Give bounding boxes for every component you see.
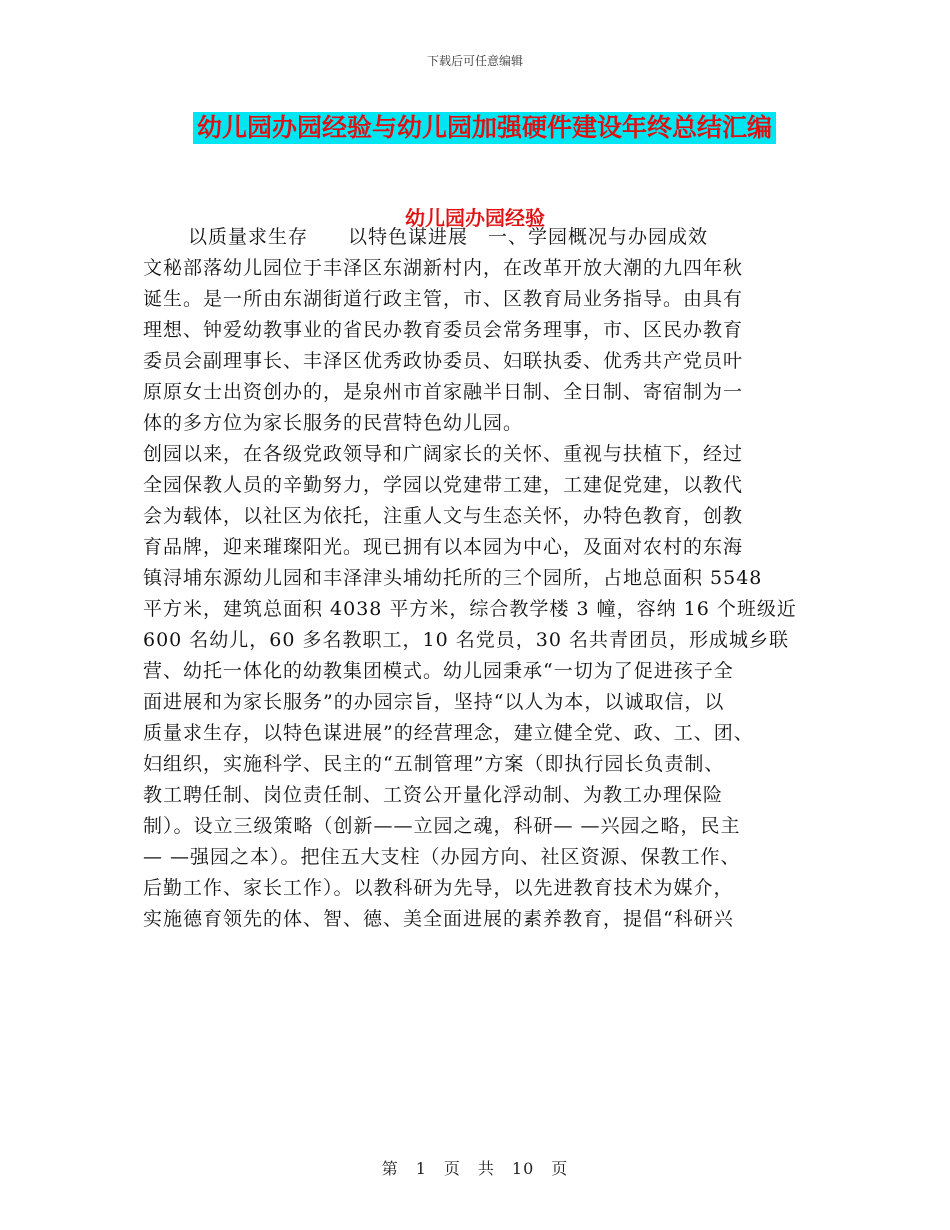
paragraph-line: 以质量求生存 以特色谋进展 一、学园概况与办园成效 [188, 226, 709, 248]
paragraph-line: 育品牌，迎来璀璨阳光。现已拥有以本园为中心，及面对农村的东海 [143, 536, 744, 558]
body-text [143, 222, 808, 935]
paragraph-line: 实施德育领先的体、智、德、美全面进展的素养教育，提倡“科研兴 [143, 908, 734, 930]
paragraph-line: 会为载体，以社区为依托，注重人文与生态关怀，办特色教育，创教 [143, 505, 744, 527]
paragraph-line: 制）。设立三级策略（创新——立园之魂，科研— —兴园之略，民主 [143, 815, 741, 837]
paragraph-line: 委员会副理事长、丰泽区优秀政协委员、妇联执委、优秀共产党员叶 [143, 350, 744, 372]
paragraph-line: 质量求生存，以特色谋进展”的经营理念，建立健全党、政、工、团、 [143, 722, 754, 744]
paragraph-line: 原原女士出资创办的，是泉州市首家融半日制、全日制、寄宿制为一 [143, 381, 744, 403]
paragraph-line: 后勤工作、家长工作）。以教科研为先导，以先进教育技术为媒介， [143, 877, 734, 899]
paragraph-line: — —强园之本）。把住五大支柱（办园方向、社区资源、保教工作、 [143, 846, 741, 868]
page-footer: 第 1 页 共 10 页 [381, 1159, 569, 1178]
paragraph-line: 营、幼托一体化的幼教集团模式。幼儿园秉承“一切为了促进孩子全 [143, 660, 734, 682]
paragraph-line: 全园保教人员的辛勤努力，学园以党建带工建，工建促党建，以教代 [143, 474, 744, 496]
paragraph-line: 教工聘任制、岗位责任制、工资公开量化浮动制、为教工办理保险 [143, 784, 724, 806]
paragraph-line: 体的多方位为家长服务的民营特色幼儿园。 [143, 412, 524, 434]
paragraph-line: 面进展和为家长服务”的办园宗旨，坚持“以人为本，以诚取信，以 [143, 691, 725, 713]
paragraph-line: 镇浔埔东源幼儿园和丰泽津头埔幼托所的三个园所，占地总面积 5548 [143, 567, 763, 589]
paragraph-line: 创园以来，在各级党政领导和广阔家长的关怀、重视与扶植下，经过 [143, 443, 744, 465]
section-title: 幼儿园办园经验 [405, 206, 545, 230]
paragraph-line: 理想、钟爱幼教事业的省民办教育委员会常务理事，市、区民办教育 [143, 319, 744, 341]
document-title: 幼儿园办园经验与幼儿园加强硬件建设年终总结汇编 [193, 112, 776, 144]
paragraph-line: 文秘部落幼儿园位于丰泽区东湖新村内，在改革开放大潮的九四年秋 [143, 257, 744, 279]
paragraph-line: 妇组织，实施科学、民主的“五制管理”方案（即执行园长负责制、 [143, 753, 725, 775]
header-note: 下载后可任意编辑 [426, 54, 523, 68]
paragraph-line: 600 名幼儿，60 多名教职工，10 名党员，30 名共青团员，形成城乡联 [143, 629, 789, 651]
paragraph-line: 平方米，建筑总面积 4038 平方米，综合教学楼 3 幢，容纳 16 个班级近 [143, 598, 797, 620]
paragraph-line: 诞生。是一所由东湖街道行政主管，市、区教育局业务指导。由具有 [143, 288, 744, 310]
